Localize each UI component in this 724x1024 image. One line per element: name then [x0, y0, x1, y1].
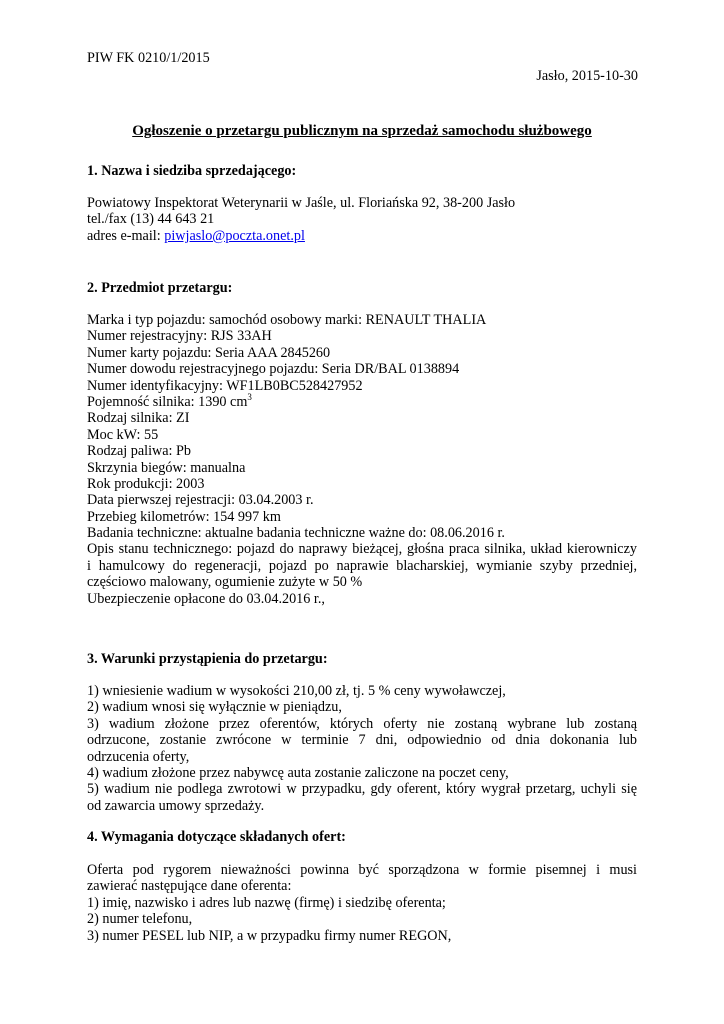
vehicle-vin: Numer identyfikacyjny: WF1LB0BC528427952 — [87, 377, 363, 394]
email-label: adres e-mail: — [87, 227, 165, 244]
condition-item-4: 4) wadium złożone przez nabywcę auta zostanie zaliczone na poczet ceny, — [87, 764, 509, 781]
cubic-superscript: 3 — [247, 391, 252, 402]
offer-intro-line-2: zawierać następujące dane oferenta: — [87, 878, 292, 895]
section-3-body — [87, 683, 637, 814]
vehicle-condition-line-1: Opis stanu technicznego: pojazd do naprawy bieżącej, głośna praca silnika, układ kierowniczy — [87, 541, 637, 558]
vehicle-card-number: Numer karty pojazdu: Seria AAA 2845260 — [87, 344, 331, 361]
vehicle-year: Rok produkcji: 2003 — [87, 475, 205, 492]
vehicle-inspection: Badania techniczne: aktualne badania techniczne ważne do: 08.06.2016 r. — [87, 525, 505, 542]
condition-item-5-line-1: 5) wadium nie podlega zwrotowi w przypadku, gdy oferent, który wygrał przetarg, uchyli się — [87, 781, 637, 798]
section-2-heading: 2. Przedmiot przetargu: — [87, 280, 233, 296]
condition-item-2: 2) wadium wnosi się wyłącznie w pieniądzu, — [87, 699, 342, 716]
seller-email-line — [87, 228, 637, 244]
section-1-body — [87, 195, 637, 244]
vehicle-insurance: Ubezpieczenie opłacone do 03.04.2016 r., — [87, 590, 325, 607]
condition-item-3-line-1: 3) wadium złożone przez oferentów, których oferty nie zostaną wybrane lub zostaną — [87, 715, 637, 732]
seller-phone: tel./fax (13) 44 643 21 — [87, 211, 215, 228]
condition-item-5-line-2: od zawarcia umowy sprzedaży. — [87, 797, 265, 814]
vehicle-first-registration: Data pierwszej rejestracji: 03.04.2003 r. — [87, 492, 314, 509]
offer-item-3: 3) numer PESEL lub NIP, a w przypadku firmy numer REGON, — [87, 927, 452, 944]
condition-item-1: 1) wniesienie wadium w wysokości 210,00 zł, tj. 5 % ceny wywoławczej, — [87, 683, 506, 699]
email-link[interactable]: piwjaslo@poczta.onet.pl — [164, 227, 305, 244]
vehicle-engine-type: Rodzaj silnika: ZI — [87, 410, 190, 427]
vehicle-registration: Numer rejestracyjny: RJS 33AH — [87, 328, 272, 345]
vehicle-make-model: Marka i typ pojazdu: samochód osobowy marki: RENAULT THALIA — [87, 312, 487, 328]
engine-capacity-text: Pojemność silnika: 1390 cm — [87, 393, 248, 410]
vehicle-condition-line-2: i hamulcowy do regeneracji, pojazd po naprawie blacharskiej, wymianie szyby przedniej, — [87, 557, 637, 574]
section-2-body — [87, 312, 637, 607]
section-4-body — [87, 862, 637, 944]
condition-item-3-line-3: odrzucenia oferty, — [87, 748, 190, 765]
section-1-heading: 1. Nazwa i siedziba sprzedającego: — [87, 163, 297, 179]
section-3-heading: 3. Warunki przystąpienia do przetargu: — [87, 651, 328, 667]
vehicle-power: Moc kW: 55 — [87, 426, 159, 443]
place-and-date: Jasło, 2015-10-30 — [536, 68, 638, 84]
offer-intro-line-1: Oferta pod rygorem nieważności powinna być sporządzona w formie pisemnej i musi — [87, 862, 637, 878]
document-reference: PIW FK 0210/1/2015 — [87, 50, 210, 66]
vehicle-mileage: Przebieg kilometrów: 154 997 km — [87, 508, 281, 525]
document-title: Ogłoszenie o przetargu publicznym na sprzedaż samochodu służbowego — [132, 123, 592, 139]
section-4-heading: 4. Wymagania dotyczące składanych ofert: — [87, 829, 346, 845]
offer-item-1: 1) imię, nazwisko i adres lub nazwę (firmę) i siedzibę oferenta; — [87, 894, 446, 911]
vehicle-engine-capacity — [87, 391, 637, 410]
vehicle-condition-line-3: częściowo malowany, ogumienie zużyte w 50 % — [87, 574, 363, 591]
condition-item-3-line-2: odrzucone, zostanie zwrócone w terminie 7 dni, odpowiednio od dnia dokonania lub — [87, 732, 637, 749]
vehicle-fuel: Rodzaj paliwa: Pb — [87, 443, 192, 460]
seller-address: Powiatowy Inspektorat Weterynarii w Jaśle, ul. Floriańska 92, 38-200 Jasło — [87, 195, 516, 211]
offer-item-2: 2) numer telefonu, — [87, 911, 193, 928]
vehicle-reg-document: Numer dowodu rejestracyjnego pojazdu: Seria DR/BAL 0138894 — [87, 361, 460, 378]
vehicle-gearbox: Skrzynia biegów: manualna — [87, 459, 246, 476]
